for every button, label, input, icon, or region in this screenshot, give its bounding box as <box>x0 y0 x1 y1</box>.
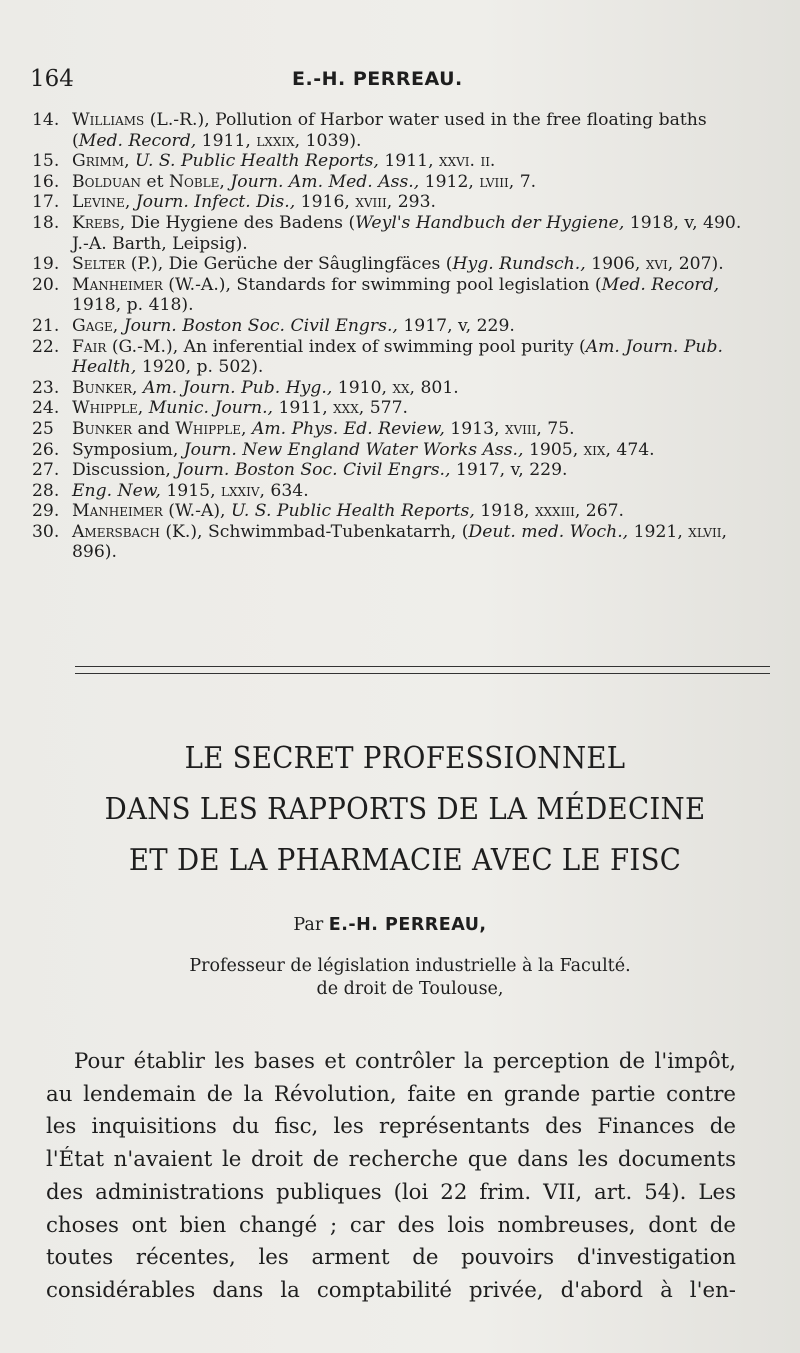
body-line: toutes récentes, les arment de pouvoirs d'investigation <box>46 1245 736 1271</box>
reference-number: 28. <box>32 480 60 501</box>
reference-text-segment: 1912, <box>419 171 480 192</box>
author-name: E.-H. PERREAU, <box>328 915 487 935</box>
reference-text <box>72 192 742 213</box>
byline-prefix: Par <box>293 915 324 935</box>
reference-text-segment: Journ. New England Water Works Ass., <box>183 439 524 460</box>
reference-number: 22. <box>32 336 60 357</box>
reference-text-segment: Williams <box>72 110 145 130</box>
reference-text-segment: Med. Record, <box>78 130 197 151</box>
reference-text-segment: lxxix <box>256 130 295 151</box>
reference-text-segment: Noble <box>168 171 220 192</box>
reference-item <box>32 213 742 254</box>
reference-item <box>32 419 742 440</box>
reference-text-segment: , 207). <box>667 254 724 275</box>
reference-text-segment: 1917, v, 229. <box>397 315 515 336</box>
reference-text-segment: , 634. <box>259 480 309 501</box>
reference-text-segment: (K.), Schwimmbad-Tubenkatarrh, ( <box>159 521 469 542</box>
reference-text-segment: 1913, <box>444 418 505 439</box>
reference-text-segment: 1911, <box>196 130 257 151</box>
reference-number: 14. <box>32 110 60 130</box>
reference-text <box>72 419 742 440</box>
reference-text-segment: Gage <box>72 315 113 336</box>
reference-text <box>72 378 742 399</box>
reference-number: 20. <box>32 274 60 295</box>
reference-number: 23. <box>32 377 60 398</box>
reference-text <box>72 172 742 193</box>
reference-text-segment: , 7. <box>508 171 537 192</box>
section-divider-bottom <box>75 673 770 674</box>
body-line: des administrations publiques (loi 22 frim. VII, art. 54). Les <box>46 1179 736 1205</box>
reference-item <box>32 501 742 522</box>
reference-text-segment: 1911, <box>273 398 334 419</box>
reference-text-segment: Hyg. Rundsch., <box>452 254 586 275</box>
reference-text-segment: xlvii <box>688 521 722 542</box>
reference-text-segment: U. S. Public Health Reports, <box>230 501 475 522</box>
reference-item <box>32 522 742 563</box>
reference-text-segment: Am. Phys. Ed. Review, <box>251 418 445 439</box>
reference-text-segment: Whipple <box>72 398 138 419</box>
reference-text-segment: xix <box>583 439 606 460</box>
reference-text-segment: , 577. <box>358 398 408 419</box>
reference-text <box>72 337 742 378</box>
reference-item <box>32 481 742 502</box>
reference-item <box>32 460 742 481</box>
article-title-line: LE SECRET PROFESSIONNEL <box>184 741 626 776</box>
reference-text-segment: 1905, <box>523 439 584 460</box>
reference-text-segment: xviii <box>504 418 537 439</box>
reference-text-segment: Selter <box>72 254 126 275</box>
reference-text-segment: et <box>140 171 169 192</box>
reference-item <box>32 378 742 399</box>
reference-text-segment: 1906, <box>585 254 646 275</box>
reference-text <box>72 316 742 337</box>
reference-text <box>72 481 742 502</box>
reference-item <box>32 337 742 378</box>
reference-text-segment: (W.-A.), Standards for swimming pool legislation ( <box>162 274 602 295</box>
reference-item <box>32 110 742 151</box>
reference-number: 15. <box>32 151 60 172</box>
reference-text-segment: Discussion, <box>72 460 177 481</box>
reference-text-segment: , <box>112 315 124 336</box>
reference-text <box>72 501 742 522</box>
reference-text-segment: , 267. <box>574 501 625 522</box>
reference-text-segment: Am. Journ. Pub. Health, <box>72 336 723 378</box>
reference-number: 24. <box>32 398 60 419</box>
reference-number: 19. <box>32 254 60 275</box>
reference-text-segment: 1918, p. 418). <box>72 295 194 316</box>
body-line: au lendemain de la Révolution, faite en grande partie contre <box>46 1081 736 1107</box>
reference-text-segment: Manheimer <box>72 274 163 295</box>
section-divider-top <box>75 666 770 667</box>
body-line: les inquisitions du fisc, les représentants des Finances de <box>46 1114 736 1140</box>
reference-text-segment: Bunker <box>72 377 133 398</box>
reference-text-segment: , 801. <box>409 377 459 398</box>
article-title-line: ET DE LA PHARMACIE AVEC LE FISC <box>128 843 682 878</box>
reference-text-segment: xx <box>392 377 410 398</box>
reference-text-segment: and <box>132 418 176 439</box>
page-number: 164 <box>30 66 74 92</box>
reference-item <box>32 440 742 461</box>
reference-text-segment: 1911, <box>378 151 440 172</box>
affiliation-line: de droit de Toulouse, <box>316 979 504 999</box>
reference-text-segment: 1910, <box>332 377 393 398</box>
reference-text-segment: Deut. med. Woch., <box>468 521 629 542</box>
reference-number: 18. <box>32 212 60 233</box>
reference-text-segment: 1916, <box>295 192 356 213</box>
reference-text-segment: Journ. Boston Soc. Civil Engrs., <box>176 460 451 481</box>
reference-text-segment: Whipple <box>175 418 242 439</box>
body-line: Pour établir les bases et contrôler la perception de l'impôt, <box>74 1049 736 1074</box>
reference-text <box>72 460 742 481</box>
article-title <box>69 733 741 886</box>
reference-text-segment: Weyl's Handbuch der Hygiene, <box>355 212 625 233</box>
reference-text-segment: Am. Journ. Pub. Hyg., <box>142 377 333 398</box>
reference-text-segment: (W.-A), <box>162 501 231 522</box>
reference-text-segment: , 1039). <box>294 130 362 151</box>
reference-text-segment: Amersbach <box>72 521 160 542</box>
article-body <box>46 1046 736 1308</box>
reference-text-segment: (G.-M.), An inferential index of swimming pool purity ( <box>106 336 586 357</box>
reference-text-segment: Journ. Am. Med. Ass., <box>230 171 420 192</box>
reference-item <box>32 316 742 337</box>
reference-text-segment: , 896). <box>72 521 727 563</box>
reference-text-segment: Symposium, <box>72 439 184 460</box>
reference-number: 26. <box>32 439 60 460</box>
reference-text <box>72 110 742 151</box>
reference-text-segment: Krebs <box>72 212 120 233</box>
reference-text-segment: , 474. <box>605 439 655 460</box>
reference-text <box>72 151 742 172</box>
reference-text-segment: Manheimer <box>72 501 163 522</box>
reference-text-segment: , 75. <box>536 418 575 439</box>
reference-text-segment: lviii <box>479 171 509 192</box>
reference-text <box>72 254 742 275</box>
reference-number: 30. <box>32 521 60 542</box>
reference-text-segment: lxxiv <box>221 480 260 501</box>
reference-text-segment: , <box>241 418 252 439</box>
author-affiliation <box>95 955 725 1001</box>
reference-text-segment: xvi <box>645 254 668 275</box>
reference-text-segment: Eng. New, <box>72 480 161 501</box>
reference-text <box>72 440 742 461</box>
article-title-line: DANS LES RAPPORTS DE LA MÉDECINE <box>104 792 706 827</box>
reference-number: 21. <box>32 315 60 336</box>
reference-text-segment: 1918, <box>474 501 535 522</box>
reference-text-segment: 1915, <box>160 480 222 501</box>
body-line: considérables dans la comptabilité privée, d'abord à l'en- <box>46 1277 736 1303</box>
reference-text-segment: Levine <box>72 192 125 213</box>
reference-item <box>32 151 742 172</box>
reference-text-segment: 1918, v, 490. J.-A. Barth, Leipsig). <box>72 212 742 254</box>
reference-number: 17. <box>32 192 60 213</box>
reference-text-segment: 1917, v, 229. <box>450 460 568 481</box>
reference-text-segment: , <box>137 398 149 419</box>
affiliation-line: Professeur de législation industrielle à la Faculté. <box>189 956 631 976</box>
reference-text-segment: Journ. Boston Soc. Civil Engrs., <box>123 315 398 336</box>
reference-text <box>72 398 742 419</box>
reference-item <box>32 192 742 213</box>
author-byline <box>30 915 750 935</box>
reference-item <box>32 275 742 316</box>
page-header <box>30 66 730 96</box>
reference-text-segment: U. S. Public Health Reports, <box>135 151 379 172</box>
reference-text-segment: , 293. <box>386 192 436 213</box>
reference-text <box>72 275 742 316</box>
reference-text-segment: xxvi. ii. <box>439 151 496 172</box>
reference-list <box>32 110 742 563</box>
reference-text-segment: 1920, p. 502). <box>136 357 264 378</box>
reference-number: 25 <box>32 418 54 439</box>
reference-text <box>72 522 742 563</box>
reference-number: 29. <box>32 501 60 522</box>
reference-text-segment: Bolduan <box>72 171 141 192</box>
reference-text-segment: (L.-R.), Pollution of Harbor water used in the free floating baths ( <box>72 110 707 151</box>
reference-number: 16. <box>32 171 60 192</box>
reference-text-segment: , <box>124 192 136 213</box>
body-line: l'État n'avaient le droit de recherche que dans les documents <box>46 1147 736 1173</box>
reference-text-segment: xxxiii <box>534 501 575 522</box>
reference-text-segment: 1921, <box>628 521 689 542</box>
reference-text-segment: Grimm <box>72 151 125 172</box>
body-line: choses ont bien changé ; car des lois nombreuses, dont de <box>46 1212 736 1238</box>
reference-number: 27. <box>32 460 60 481</box>
reference-text-segment: xviii <box>355 192 387 213</box>
running-head: E.-H. PERREAU. <box>292 68 463 90</box>
reference-text-segment: (P.), Die Gerüche der Sâuglingfäces ( <box>125 254 453 275</box>
reference-item <box>32 172 742 193</box>
reference-item <box>32 254 742 275</box>
reference-text-segment: , <box>124 151 136 172</box>
reference-text-segment: Journ. Infect. Dis., <box>135 192 296 213</box>
reference-text-segment: Fair <box>72 336 107 357</box>
reference-text-segment: Med. Record, <box>601 274 720 295</box>
reference-text-segment: , <box>132 377 143 398</box>
reference-text <box>72 213 742 254</box>
reference-text-segment: Bunker <box>72 418 133 439</box>
reference-text-segment: Munic. Journ., <box>148 398 273 419</box>
reference-item <box>32 398 742 419</box>
reference-text-segment: , Die Hygiene des Badens ( <box>119 212 356 233</box>
reference-text-segment: , <box>219 171 231 192</box>
reference-text-segment: xxx <box>333 398 359 419</box>
